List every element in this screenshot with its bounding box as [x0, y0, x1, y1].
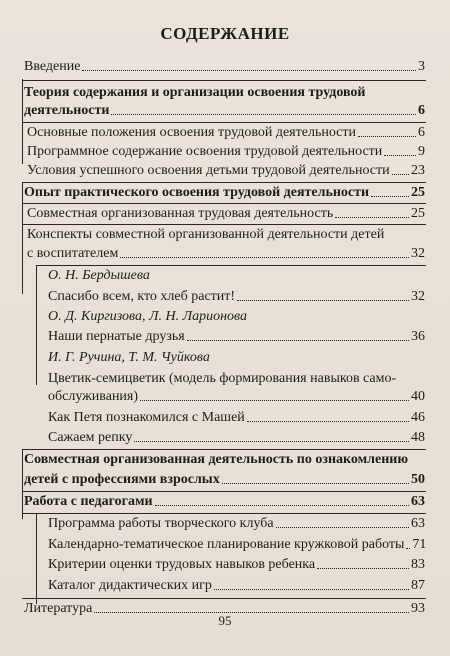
toc-entry-text: Условия успешного освоения детьми трудовой деятельности	[27, 163, 390, 178]
toc-entry-page: 36	[411, 329, 425, 344]
section-divider	[22, 224, 426, 225]
section-divider	[22, 203, 426, 204]
toc-entry-text: Работа с педагогами	[24, 494, 153, 509]
author-line: О. Н. Бердышева	[48, 268, 150, 283]
section-divider	[22, 513, 426, 514]
toc-entry-text: Критерии оценки трудовых навыков ребенка	[48, 557, 316, 572]
section-divider	[22, 122, 426, 123]
subsection-divider	[36, 265, 426, 266]
toc-section-1[interactable]	[24, 103, 425, 119]
toc-entry-s2-2-line1[interactable]: Конспекты совместной организованной деятельности детей	[27, 227, 385, 242]
dot-leader	[371, 196, 409, 197]
section-divider	[22, 491, 426, 492]
toc-entry-text: с воспитателем	[27, 246, 119, 261]
subsection-bracket	[36, 513, 37, 604]
toc-entry-text: детей с профессиями взрослых	[24, 472, 220, 487]
toc-section-title-line1[interactable]: Теория содержания и организации освоения трудовой	[24, 85, 366, 100]
toc-entry-s4-2[interactable]	[48, 537, 425, 553]
toc-entry-text: Программное содержание освоения трудовой деятельности	[27, 144, 383, 159]
toc-entry-text: обслуживания)	[48, 389, 139, 404]
toc-entry-page: 25	[411, 206, 425, 221]
dot-leader	[134, 441, 409, 442]
section-bracket	[22, 449, 23, 519]
toc-heading: СОДЕРЖАНИЕ	[160, 24, 290, 43]
toc-entry-text: Программа работы творческого клуба	[48, 516, 274, 531]
toc-section-3-line1[interactable]: Совместная организованная деятельность по ознакомлению	[24, 452, 409, 467]
dot-leader	[384, 155, 416, 156]
toc-entry-s2-2-3[interactable]	[48, 389, 425, 405]
section-divider	[22, 80, 426, 81]
toc-section-4[interactable]	[24, 494, 425, 510]
page-number: 95	[218, 613, 232, 628]
toc-entry-page: 32	[411, 289, 425, 304]
toc-entry-page: 71	[412, 537, 427, 552]
toc-entry-text: Календарно-тематическое планирование кружковой работы	[48, 537, 405, 552]
toc-entry-s4-3[interactable]	[48, 557, 425, 573]
toc-entry-page: 25	[411, 185, 425, 200]
dot-leader	[276, 527, 409, 528]
toc-entry-s2-2[interactable]	[27, 246, 425, 262]
toc-entry-page: 3	[418, 59, 425, 74]
toc-entry-page: 87	[411, 578, 425, 593]
dot-leader	[247, 421, 409, 422]
dot-leader	[358, 136, 416, 137]
toc-entry-text: Введение	[24, 59, 81, 74]
toc-section-3[interactable]	[24, 472, 425, 488]
dot-leader	[120, 257, 409, 258]
toc-entry-page: 63	[411, 516, 425, 531]
toc-entry-text: Как Петя познакомился с Машей	[48, 410, 245, 425]
toc-entry-text: Литература	[24, 601, 93, 616]
section-bracket	[22, 182, 23, 294]
toc-entry-intro[interactable]	[24, 59, 425, 75]
dot-leader	[406, 548, 410, 549]
dot-leader	[335, 217, 409, 218]
toc-entry-page: 6	[418, 125, 425, 140]
toc-entry-page: 40	[411, 389, 425, 404]
author-line: И. Г. Ручина, Т. М. Чуйкова	[48, 350, 210, 365]
dot-leader	[392, 174, 409, 175]
toc-entry-text: Совместная организованная трудовая деятельность	[27, 206, 334, 221]
toc-entry-s1-2[interactable]	[27, 144, 425, 160]
toc-entry-page: 83	[411, 557, 425, 572]
toc-entry-page: 9	[418, 144, 425, 159]
toc-entry-text: Основные положения освоения трудовой деятельности	[27, 125, 356, 140]
toc-entry-s2-2-1[interactable]	[48, 289, 425, 305]
toc-entry-s1-1[interactable]	[27, 125, 425, 141]
toc-entry-text: Наши пернатые друзья	[48, 329, 185, 344]
dot-leader	[222, 483, 409, 484]
section-divider	[22, 182, 426, 183]
toc-entry-text: Спасибо всем, кто хлеб растит!	[48, 289, 236, 304]
dot-leader	[82, 70, 416, 71]
toc-entry-page: 50	[411, 472, 425, 487]
toc-entry-s4-4[interactable]	[48, 578, 425, 594]
toc-entry-s4-1[interactable]	[48, 516, 425, 532]
toc-entry-text: Сажаем репку	[48, 430, 133, 445]
toc-entry-text: деятельности	[24, 103, 110, 118]
toc-entry-page: 32	[411, 246, 425, 261]
toc-entry-s2-1[interactable]	[27, 206, 425, 222]
dot-leader	[214, 589, 409, 590]
toc-entry-s1-3[interactable]	[27, 163, 425, 179]
toc-entry-page: 63	[411, 494, 425, 509]
toc-entry-page: 48	[411, 430, 425, 445]
toc-entry-s2-2-3-line1[interactable]: Цветик-семицветик (модель формирования навыков само-	[48, 371, 397, 386]
dot-leader	[187, 340, 409, 341]
toc-entry-page: 23	[411, 163, 425, 178]
author-line: О. Д. Киргизова, Л. Н. Ларионова	[48, 309, 248, 324]
toc-section-2[interactable]	[24, 185, 425, 201]
section-divider	[22, 598, 426, 599]
toc-entry-page: 93	[411, 601, 425, 616]
toc-entry-s2-2-2[interactable]	[48, 329, 425, 345]
section-divider	[22, 449, 426, 450]
dot-leader	[317, 568, 409, 569]
toc-entry-page: 46	[411, 410, 425, 425]
toc-entry-text: Опыт практического освоения трудовой деятельности	[24, 185, 370, 200]
dot-leader	[140, 400, 409, 401]
dot-leader	[237, 300, 409, 301]
toc-entry-text: Каталог дидактических игр	[48, 578, 212, 593]
subsection-bracket	[36, 265, 37, 385]
dot-leader	[155, 505, 409, 506]
dot-leader	[111, 114, 416, 115]
toc-entry-s2-2-4[interactable]	[48, 410, 425, 426]
toc-entry-page: 6	[418, 103, 425, 118]
toc-entry-s2-2-5[interactable]	[48, 430, 425, 446]
